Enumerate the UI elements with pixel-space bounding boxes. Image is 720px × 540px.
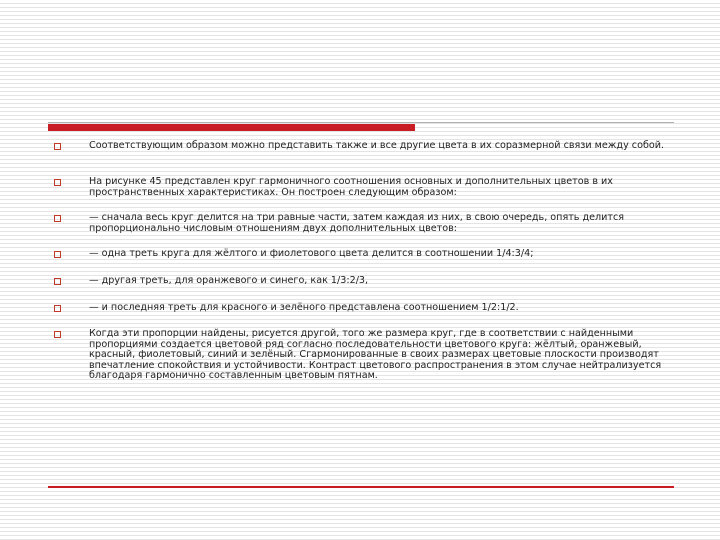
bullet-text: На рисунке 45 представлен круг гармоничного соотношения основных и дополнительных цветов в их пространственных характеристиках. Он построен следующим образом: [89, 176, 613, 198]
bullet-text: — сначала весь круг делится на три равные части, затем каждая из них, в свою очередь, опять делится пропорционально числовым отношениям двух дополнительных цветов: [89, 212, 625, 234]
bullet-text: Когда эти пропорции найдены, рисуется другой, того же размера круг, где в соответствии с найденными пропорциями создается цветовой ряд согласно последовательности цветового круга: жёлтый, оранжевый, красный, фиолетовый, синий и зелёный. Сгармонированные в своих размерах цветовые плоскости производят впечатление спокойствия и устойчивости. Контраст цветового распространения в этом случае нейтрализуется благодаря гармонично составленным цветовым пятнам. [89, 328, 662, 381]
hollow-square-icon [54, 331, 61, 338]
bullet-item [52, 329, 672, 382]
hollow-square-icon [54, 143, 61, 150]
hollow-square-icon [54, 305, 61, 312]
bottom-divider [48, 486, 674, 488]
bullet-text: Соответствующим образом можно представить также и все другие цвета в их соразмерной связи между собой. [89, 140, 665, 151]
bullet-text: — и последняя треть для красного и зелёного представлена соотношением 1/2:1/2. [89, 302, 519, 313]
bullet-text: — другая треть, для оранжевого и синего, как 1/3:2/3, [89, 275, 369, 286]
bullet-item [52, 249, 672, 260]
bullet-item [52, 141, 672, 162]
bullet-item [52, 303, 672, 314]
hollow-square-icon [54, 179, 61, 186]
bullet-item [52, 213, 672, 234]
title-accent-bar [48, 124, 415, 131]
bullet-text: — одна треть круга для жёлтого и фиолетового цвета делится в соотношении 1/4:3/4; [89, 248, 534, 259]
hollow-square-icon [54, 278, 61, 285]
bullet-item [52, 276, 672, 287]
bullet-list [52, 141, 672, 382]
hollow-square-icon [54, 215, 61, 222]
hollow-square-icon [54, 251, 61, 258]
bullet-item [52, 177, 672, 198]
top-divider [48, 122, 674, 123]
